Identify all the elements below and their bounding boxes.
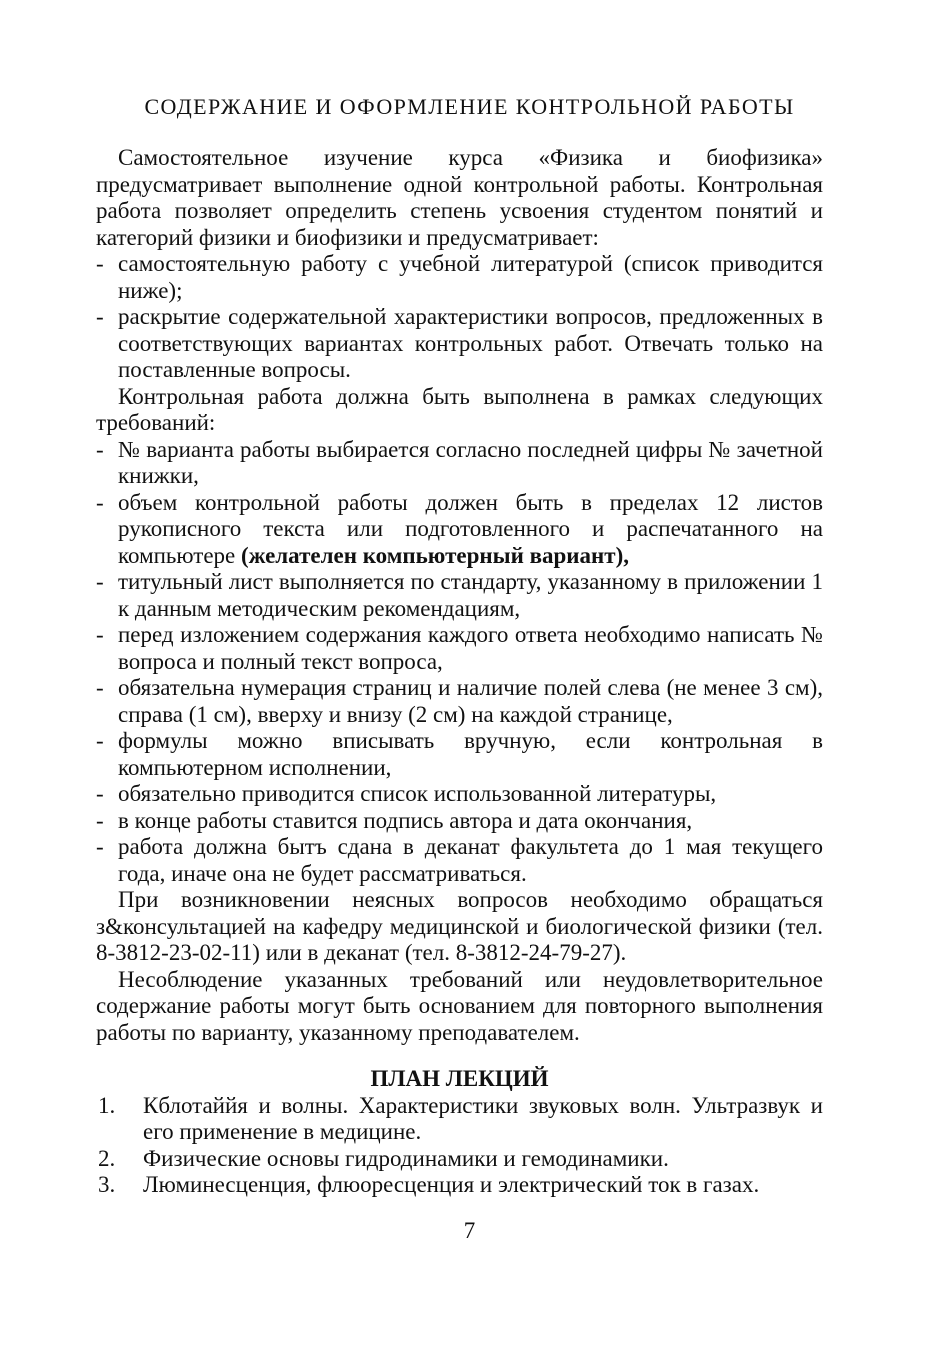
list-item [96, 1093, 823, 1146]
list-item: - в конце работы ставится подпись автора и дата окончания, [96, 808, 823, 835]
page-number: 7 [463, 1218, 476, 1243]
consultation-paragraph: При возникновении неясных вопросов необходимо обращаться з&консультацией на кафедру медицинской и биологической физики (тел. 8-3812-23-02-11) или в деканат (тел. 8-3812-24-79-27). [96, 887, 823, 965]
page-title: СОДЕРЖАНИЕ И ОФОРМЛЕНИЕ КОНТРОЛЬНОЙ РАБОТЫ [144, 94, 795, 119]
list-item: - обязательна нумерация страниц и наличие полей слева (не менее 3 см), справа (1 см), вверху и внизу (2 см) на каждой странице, [96, 675, 823, 728]
requirements-intro: Контрольная работа должна быть выполнена в рамках следующих требований: [96, 383, 823, 435]
requirement-bold-note: (желателен компьютерный вариант), [241, 542, 629, 568]
item-text: Кблотаййя и волны. Характеристики звуковых волн. Ультразвук и его применение в медицине. [143, 1092, 823, 1144]
list-item: - перед изложением содержания каждого ответа необходимо написать № вопроса и полный текст вопроса, [96, 622, 823, 675]
item-number: 3. [98, 1172, 116, 1197]
requirements-list [96, 437, 823, 888]
item-text: Люминесценция, флюоресценция и электрический ток в газах. [143, 1172, 760, 1197]
list-item: - обязательно приводится список использованной литературы, [96, 781, 823, 808]
intro-paragraph: Самостоятельное изучение курса «Физика и биофизика» предусматривает выполнение одной контрольной работы. Контрольная работа позволяет определить степень усвоения студентом понятий и категорий физики и биофизики и предусматривает: [96, 145, 823, 250]
list-item [96, 490, 823, 570]
list-item: - раскрытие содержательной характеристики вопросов, предложенных в соответствующих вариантах контрольных работ. Отвечать только на поставленные вопросы. [96, 304, 823, 384]
item-number: 1. [98, 1092, 116, 1118]
list-item: - формулы можно вписывать вручную, если контрольная в компьютерном исполнении, [96, 728, 823, 781]
lecture-plan-list [96, 1093, 823, 1199]
list-item [96, 1146, 823, 1173]
item-text: Физические основы гидродинамики и гемодинамики. [143, 1145, 669, 1171]
warning-paragraph: Несоблюдение указанных требований или неудовлетворительное содержание работы могут быть основанием для повторного выполнения работы по варианту, указанному преподавателем. [96, 966, 823, 1045]
list-item: - № варианта работы выбирается согласно последней цифры № зачетной книжки, [96, 437, 823, 490]
lecture-plan-heading: ПЛАН ЛЕКЦИЙ [370, 1066, 549, 1091]
document-body [96, 145, 823, 1199]
list-item: - работа должна бытъ сдана в деканат факультета до 1 мая текущего года, иначе она не будет рассматриваться. [96, 834, 823, 887]
requirement-text: объем контрольной работы должен быть в пределах 12 листов рукописного текста или подготовленного и распечатанного на компьютере [118, 489, 823, 568]
list-item: - титульный лист выполняется по стандарту, указанному в приложении 1 к данным методическим рекомендациям, [96, 569, 823, 622]
item-number: 2. [98, 1145, 116, 1171]
intro-list [96, 251, 823, 384]
list-item: - самостоятельную работу с учебной литературой (список приводится ниже); [96, 251, 823, 304]
list-item [96, 1172, 823, 1199]
